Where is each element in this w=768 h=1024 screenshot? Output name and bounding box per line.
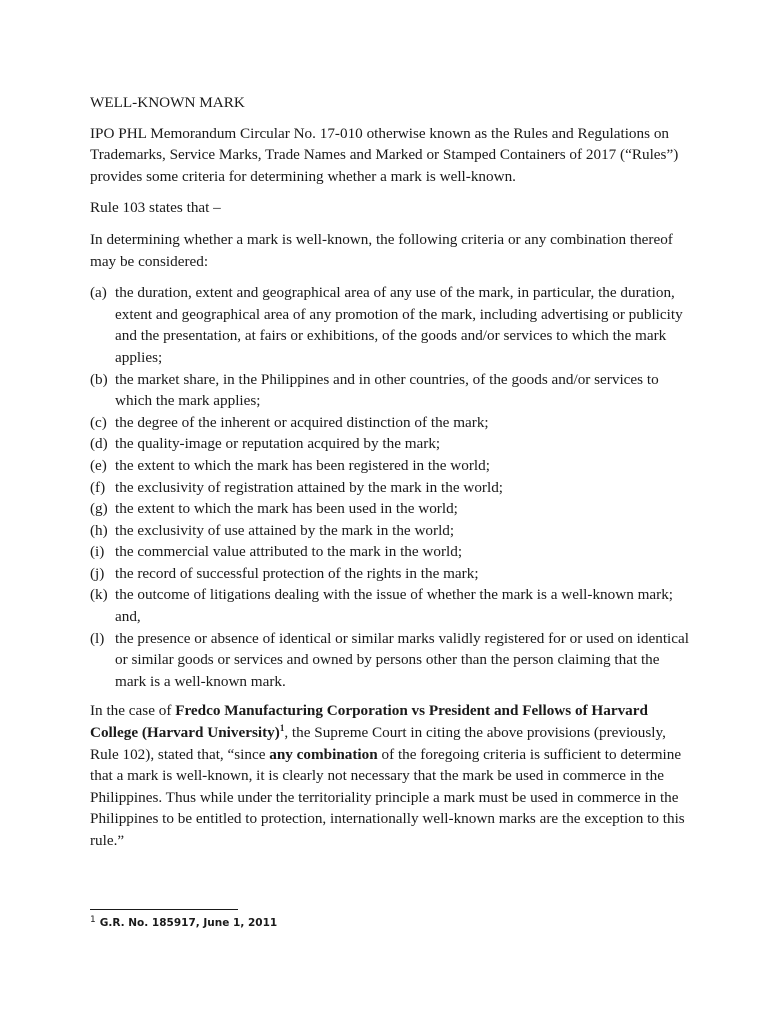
criteria-item (90, 455, 690, 477)
criteria-letter: (h) (90, 521, 108, 539)
criteria-item (90, 477, 690, 499)
document-heading: WELL-KNOWN MARK (90, 94, 245, 111)
criteria-letter: (l) (90, 629, 105, 647)
document-page (90, 92, 690, 862)
case-name-text: Fredco Manufacturing Corporation vs President and Fellows of Harvard College (Harvard University) (90, 702, 648, 742)
criteria-text: the exclusivity of use attained by the mark in the world; (115, 521, 455, 539)
criteria-text: the outcome of litigations dealing with the issue of whether the mark is a well-known mark; and, (115, 586, 674, 626)
criteria-item (90, 282, 690, 368)
criteria-item (90, 563, 690, 585)
criteria-letter: (e) (90, 456, 107, 474)
criteria-item (90, 412, 690, 434)
case-middle: , the Supreme Court in citing the above provisions (previously, Rule 102), stated that, “since (90, 724, 666, 763)
case-tail: of the foregoing criteria is sufficient to determine that a mark is well-known, it is clearly not necessary that the mark be used in commerce in the Philippines. Thus while under the territoriality principle a mark must be used in commerce in the Philippines to be entitled to protection, internationally well-known marks are the exception to this rule.” (90, 745, 685, 849)
criteria-text: the duration, extent and geographical area of any use of the mark, in particular, the duration, extent and geographical area of any promotion of the mark, including advertising or publicity and the presentation, at fairs or exhibitions, of the goods and/or services to which the mark applies; (115, 284, 683, 366)
case-emphasis: any combination (269, 745, 378, 763)
criteria-text: the record of successful protection of the rights in the mark; (115, 564, 479, 582)
criteria-item (90, 541, 690, 563)
criteria-item (90, 584, 690, 627)
criteria-letter: (i) (90, 543, 105, 561)
criteria-item (90, 433, 690, 455)
criteria-letter: (f) (90, 478, 106, 496)
criteria-text: the market share, in the Philippines and in other countries, of the goods and/or services to which the mark applies; (115, 370, 659, 410)
footnote-text: G.R. No. 185917, June 1, 2011 (99, 917, 278, 929)
criteria-item (90, 628, 690, 693)
case-lead: In the case of (90, 702, 176, 720)
criteria-letter: (g) (90, 500, 108, 518)
criteria-text: the commercial value attributed to the mark in the world; (115, 543, 463, 561)
criteria-text: the extent to which the mark has been used in the world; (115, 500, 458, 518)
criteria-list (90, 282, 690, 692)
criteria-letter: (d) (90, 435, 108, 453)
criteria-letter: (b) (90, 370, 108, 388)
criteria-text: the exclusivity of registration attained by the mark in the world; (115, 478, 504, 496)
criteria-item (90, 498, 690, 520)
criteria-item (90, 369, 690, 412)
rule-statement: Rule 103 states that – (90, 199, 221, 217)
case-paragraph (90, 700, 690, 851)
criteria-text: the degree of the inherent or acquired distinction of the mark; (115, 413, 489, 431)
criteria-letter: (c) (90, 413, 107, 431)
footnote-separator (90, 909, 238, 910)
footnote (90, 915, 277, 931)
criteria-text: the quality-image or reputation acquired by the mark; (115, 435, 441, 453)
criteria-letter: (a) (90, 284, 107, 302)
criteria-text: the presence or absence of identical or similar marks validly registered for or used on identical or similar goods or services and owned by persons other than the person claiming that the mark is a well-known mark. (115, 629, 689, 690)
footnote-number: 1 (90, 914, 96, 925)
criteria-text: the extent to which the mark has been registered in the world; (115, 456, 490, 474)
intro-paragraph: IPO PHL Memorandum Circular No. 17-010 otherwise known as the Rules and Regulations on Trademarks, Service Marks, Trade Names and Marked or Stamped Containers of 2017 (“Rules”) provides some criteria for determining whether a mark is well-known. (90, 124, 679, 185)
criteria-item (90, 520, 690, 542)
criteria-letter: (k) (90, 586, 108, 604)
footnote-reference[interactable]: 1 (279, 722, 285, 733)
criteria-intro: In determining whether a mark is well-known, the following criteria or any combination thereof may be considered: (90, 230, 673, 270)
criteria-letter: (j) (90, 564, 105, 582)
